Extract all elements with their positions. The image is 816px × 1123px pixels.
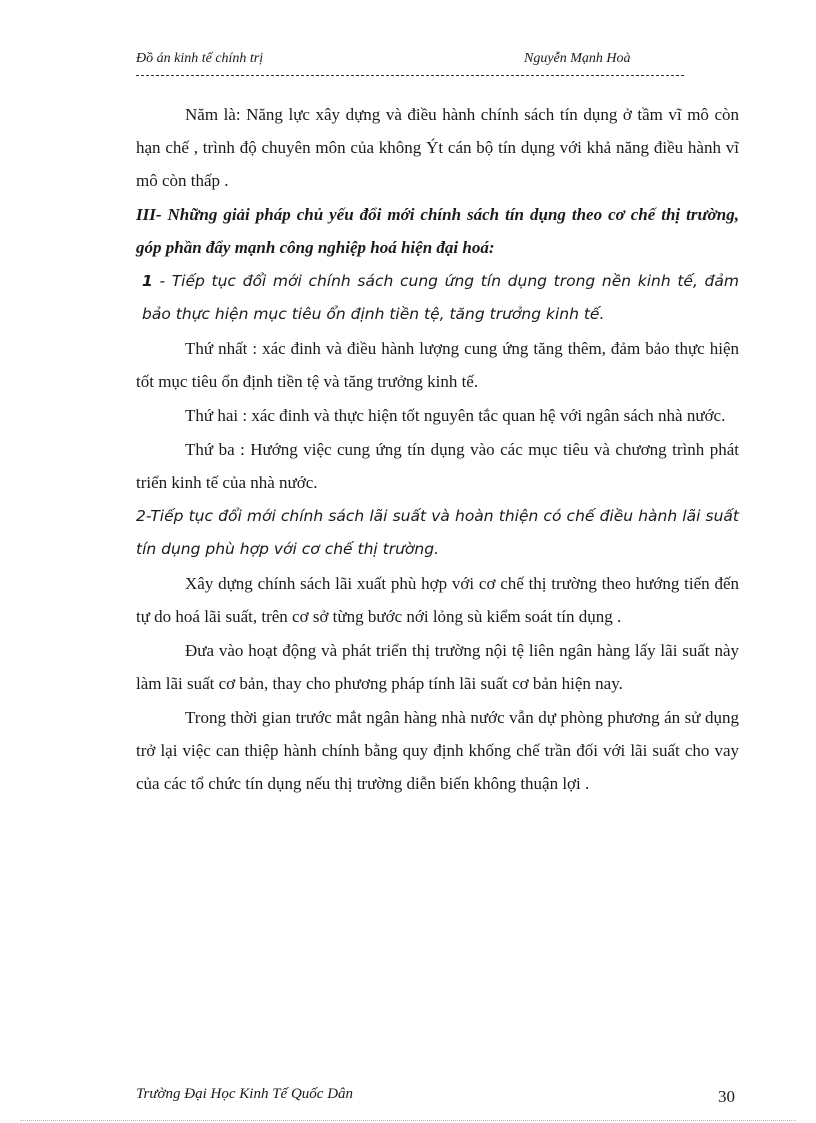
- page-bottom-border: [20, 1120, 796, 1121]
- page-number: 30: [718, 1087, 735, 1106]
- page-body: [136, 98, 739, 801]
- paragraph-dua-vao: Đưa vào hoạt động và phát triển thị trường nội tệ liên ngân hàng lấy lãi suất này làm lãi suất cơ bản, thay cho phương pháp tính lãi suất cơ bản hiện nay.: [136, 641, 739, 693]
- section-heading-iii: III- Những giải pháp chủ yếu đổi mới chính sách tín dụng theo cơ chế thị trường, góp phần đẩy mạnh công nghiệp hoá hiện đại hoá:: [136, 205, 739, 257]
- paragraph-thu-ba: Thứ ba : Hướng việc cung ứng tín dụng vào các mục tiêu và chương trình phát triển kinh tế của nhà nước.: [136, 440, 739, 492]
- footer-university: Trường Đại Học Kinh Tế Quốc Dân: [136, 1086, 354, 1102]
- subheading-1-text: - Tiếp tục đổi mới chính sách cung ứng tín dụng trong nền kinh tế, đảm bảo thực hiện mục tiêu ổn định tiền tệ, tăng trưởng kinh tế.: [142, 272, 739, 323]
- paragraph-trong-thoi-gian: Trong thời gian trước mắt ngân hàng nhà nước vẫn dự phòng phương án sử dụng trở lại việc can thiệp hành chính bằng quy định khống chế trần đối với lãi suất cho vay của các tổ chức tín dụng nếu thị trường diễn biến không thuận lợi .: [136, 708, 739, 793]
- header-divider: [136, 75, 684, 76]
- subheading-1: [136, 265, 739, 331]
- paragraph-thu-nhat: Thứ nhất : xác đinh và điều hành lượng cung ứng tăng thêm, đảm bảo thực hiện tốt mục tiêu ổn định tiền tệ và tăng trưởng kinh tế.: [136, 339, 739, 391]
- header-title: Đồ án kinh tế chính trị: [136, 51, 264, 66]
- header-author: Nguyễn Mạnh Hoà: [524, 51, 631, 66]
- paragraph-nam-la: Năm là: Năng lực xây dựng và điều hành chính sách tín dụng ở tầm vĩ mô còn hạn chế , trình độ chuyên môn của không Ýt cán bộ tín dụng với khả năng điều hành vĩ mô còn thấp .: [136, 105, 739, 190]
- subheading-1-number: 1: [142, 272, 153, 290]
- subheading-2: 2-Tiếp tục đổi mới chính sách lãi suất và hoàn thiện có chế điều hành lãi suất tín dụng phù hợp với cơ chế thị trường.: [136, 507, 739, 558]
- paragraph-thu-hai: Thứ hai : xác đinh và thực hiện tốt nguyên tắc quan hệ với ngân sách nhà nước.: [185, 406, 726, 425]
- paragraph-xay-dung: Xây dựng chính sách lãi xuất phù hợp với cơ chế thị trường theo hướng tiến đến tự do hoá lãi suất, trên cơ sở từng bước nới lỏng sù kiểm soát tín dụng .: [136, 574, 739, 626]
